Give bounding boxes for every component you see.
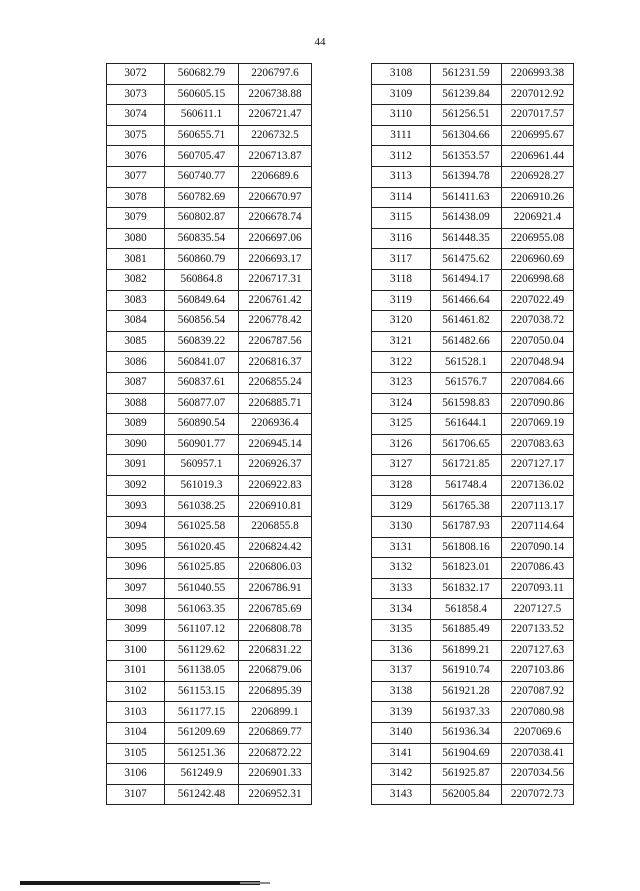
x-coordinate-cell: 560802.87 — [165, 208, 239, 229]
y-coordinate-cell: 2207034.56 — [502, 764, 574, 785]
table-row — [372, 208, 574, 229]
table-row — [372, 269, 574, 290]
point-number-cell: 3119 — [372, 290, 431, 311]
table-row — [372, 537, 574, 558]
point-number-cell: 3107 — [107, 784, 165, 805]
table-row — [372, 290, 574, 311]
point-number-cell: 3138 — [372, 681, 431, 702]
table-row — [372, 784, 574, 805]
table-row — [107, 640, 312, 661]
point-number-cell: 3098 — [107, 599, 165, 620]
point-number-cell: 3112 — [372, 146, 431, 167]
y-coordinate-cell: 2206869.77 — [239, 723, 312, 744]
y-coordinate-cell: 2206955.08 — [502, 228, 574, 249]
y-coordinate-cell: 2207084.66 — [502, 372, 574, 393]
y-coordinate-cell: 2206936.4 — [239, 414, 312, 435]
y-coordinate-cell: 2207069.19 — [502, 414, 574, 435]
table-row — [107, 620, 312, 641]
x-coordinate-cell: 561304.66 — [431, 125, 502, 146]
point-number-cell: 3110 — [372, 105, 431, 126]
x-coordinate-cell: 561937.33 — [431, 702, 502, 723]
y-coordinate-cell: 2206713.87 — [239, 146, 312, 167]
x-coordinate-cell: 560611.1 — [165, 105, 239, 126]
point-number-cell: 3122 — [372, 352, 431, 373]
point-number-cell: 3137 — [372, 661, 431, 682]
x-coordinate-cell: 560682.79 — [165, 64, 239, 85]
x-coordinate-cell: 561353.57 — [431, 146, 502, 167]
x-coordinate-cell: 560705.47 — [165, 146, 239, 167]
x-coordinate-cell: 561249.9 — [165, 764, 239, 785]
point-number-cell: 3135 — [372, 620, 431, 641]
y-coordinate-cell: 2206738.88 — [239, 84, 312, 105]
point-number-cell: 3106 — [107, 764, 165, 785]
table-row — [372, 517, 574, 538]
point-number-cell: 3120 — [372, 311, 431, 332]
x-coordinate-cell: 562005.84 — [431, 784, 502, 805]
y-coordinate-cell: 2206806.03 — [239, 558, 312, 579]
table-row — [107, 64, 312, 85]
x-coordinate-cell: 561209.69 — [165, 723, 239, 744]
x-coordinate-cell: 561040.55 — [165, 578, 239, 599]
table-row — [372, 764, 574, 785]
y-coordinate-cell: 2207050.04 — [502, 331, 574, 352]
point-number-cell: 3084 — [107, 311, 165, 332]
y-coordinate-cell: 2206922.83 — [239, 475, 312, 496]
point-number-cell: 3088 — [107, 393, 165, 414]
y-coordinate-cell: 2207086.43 — [502, 558, 574, 579]
y-coordinate-cell: 2206697.06 — [239, 228, 312, 249]
y-coordinate-cell: 2206761.42 — [239, 290, 312, 311]
y-coordinate-cell: 2206808.78 — [239, 620, 312, 641]
y-coordinate-cell: 2207127.5 — [502, 599, 574, 620]
point-number-cell: 3099 — [107, 620, 165, 641]
y-coordinate-cell: 2206721.47 — [239, 105, 312, 126]
point-number-cell: 3114 — [372, 187, 431, 208]
y-coordinate-cell: 2206678.74 — [239, 208, 312, 229]
table-row — [107, 311, 312, 332]
table-row — [107, 599, 312, 620]
y-coordinate-cell: 2206855.24 — [239, 372, 312, 393]
x-coordinate-cell: 561598.83 — [431, 393, 502, 414]
y-coordinate-cell: 2207103.86 — [502, 661, 574, 682]
x-coordinate-cell: 561528.1 — [431, 352, 502, 373]
point-number-cell: 3118 — [372, 269, 431, 290]
y-coordinate-cell: 2206885.71 — [239, 393, 312, 414]
table-row — [107, 434, 312, 455]
x-coordinate-cell: 561138.05 — [165, 661, 239, 682]
table-row — [107, 352, 312, 373]
point-number-cell: 3105 — [107, 743, 165, 764]
table-row — [372, 681, 574, 702]
y-coordinate-cell: 2207017.57 — [502, 105, 574, 126]
point-number-cell: 3131 — [372, 537, 431, 558]
y-coordinate-cell: 2207114.64 — [502, 517, 574, 538]
x-coordinate-cell: 561885.49 — [431, 620, 502, 641]
bottom-rule-tail — [240, 882, 270, 884]
table-row — [107, 661, 312, 682]
y-coordinate-cell: 2206831.22 — [239, 640, 312, 661]
coordinates-table-left — [106, 63, 312, 805]
x-coordinate-cell: 561019.3 — [165, 475, 239, 496]
table-row — [372, 661, 574, 682]
y-coordinate-cell: 2206787.56 — [239, 331, 312, 352]
table-row — [107, 290, 312, 311]
bottom-rule — [20, 881, 260, 885]
x-coordinate-cell: 560849.64 — [165, 290, 239, 311]
table-row — [372, 125, 574, 146]
x-coordinate-cell: 561020.45 — [165, 537, 239, 558]
table-row — [107, 702, 312, 723]
y-coordinate-cell: 2207136.02 — [502, 475, 574, 496]
point-number-cell: 3123 — [372, 372, 431, 393]
point-number-cell: 3113 — [372, 166, 431, 187]
y-coordinate-cell: 2207038.72 — [502, 311, 574, 332]
point-number-cell: 3074 — [107, 105, 165, 126]
table-row — [107, 166, 312, 187]
y-coordinate-cell: 2207048.94 — [502, 352, 574, 373]
y-coordinate-cell: 2207080.98 — [502, 702, 574, 723]
x-coordinate-cell: 561823.01 — [431, 558, 502, 579]
y-coordinate-cell: 2207090.14 — [502, 537, 574, 558]
table-row — [372, 455, 574, 476]
x-coordinate-cell: 561910.74 — [431, 661, 502, 682]
table-row — [107, 578, 312, 599]
y-coordinate-cell: 2207093.11 — [502, 578, 574, 599]
point-number-cell: 3082 — [107, 269, 165, 290]
x-coordinate-cell: 561921.28 — [431, 681, 502, 702]
x-coordinate-cell: 561063.35 — [165, 599, 239, 620]
x-coordinate-cell: 560837.61 — [165, 372, 239, 393]
table-row — [372, 434, 574, 455]
table-row — [107, 414, 312, 435]
x-coordinate-cell: 560655.71 — [165, 125, 239, 146]
point-number-cell: 3092 — [107, 475, 165, 496]
x-coordinate-cell: 561025.58 — [165, 517, 239, 538]
point-number-cell: 3086 — [107, 352, 165, 373]
point-number-cell: 3072 — [107, 64, 165, 85]
y-coordinate-cell: 2207038.41 — [502, 743, 574, 764]
point-number-cell: 3080 — [107, 228, 165, 249]
x-coordinate-cell: 561721.85 — [431, 455, 502, 476]
point-number-cell: 3127 — [372, 455, 431, 476]
x-coordinate-cell: 561858.4 — [431, 599, 502, 620]
table-row — [372, 599, 574, 620]
x-coordinate-cell: 561936.34 — [431, 723, 502, 744]
x-coordinate-cell: 560740.77 — [165, 166, 239, 187]
y-coordinate-cell: 2206945.14 — [239, 434, 312, 455]
point-number-cell: 3142 — [372, 764, 431, 785]
table-row — [372, 249, 574, 270]
x-coordinate-cell: 561411.63 — [431, 187, 502, 208]
table-row — [107, 105, 312, 126]
table-row — [107, 372, 312, 393]
point-number-cell: 3129 — [372, 496, 431, 517]
x-coordinate-cell: 560605.15 — [165, 84, 239, 105]
table-row — [372, 166, 574, 187]
point-number-cell: 3133 — [372, 578, 431, 599]
table-row — [107, 228, 312, 249]
y-coordinate-cell: 2207133.52 — [502, 620, 574, 641]
table-row — [107, 393, 312, 414]
point-number-cell: 3079 — [107, 208, 165, 229]
x-coordinate-cell: 561242.48 — [165, 784, 239, 805]
point-number-cell: 3117 — [372, 249, 431, 270]
y-coordinate-cell: 2206824.42 — [239, 537, 312, 558]
point-number-cell: 3108 — [372, 64, 431, 85]
x-coordinate-cell: 560890.54 — [165, 414, 239, 435]
x-coordinate-cell: 561765.38 — [431, 496, 502, 517]
x-coordinate-cell: 561787.93 — [431, 517, 502, 538]
table-row — [107, 208, 312, 229]
point-number-cell: 3095 — [107, 537, 165, 558]
table-row — [372, 372, 574, 393]
table-row — [107, 764, 312, 785]
point-number-cell: 3085 — [107, 331, 165, 352]
table-row — [372, 331, 574, 352]
table-row — [372, 146, 574, 167]
y-coordinate-cell: 2206926.37 — [239, 455, 312, 476]
x-coordinate-cell: 560835.54 — [165, 228, 239, 249]
x-coordinate-cell: 561475.62 — [431, 249, 502, 270]
table-row — [107, 269, 312, 290]
point-number-cell: 3090 — [107, 434, 165, 455]
x-coordinate-cell: 561925.87 — [431, 764, 502, 785]
table-row — [372, 558, 574, 579]
table-row — [107, 146, 312, 167]
table-row — [372, 64, 574, 85]
y-coordinate-cell: 2206816.37 — [239, 352, 312, 373]
point-number-cell: 3132 — [372, 558, 431, 579]
point-number-cell: 3101 — [107, 661, 165, 682]
x-coordinate-cell: 561808.16 — [431, 537, 502, 558]
point-number-cell: 3093 — [107, 496, 165, 517]
x-coordinate-cell: 561494.17 — [431, 269, 502, 290]
y-coordinate-cell: 2206910.81 — [239, 496, 312, 517]
point-number-cell: 3103 — [107, 702, 165, 723]
table-row — [107, 537, 312, 558]
point-number-cell: 3078 — [107, 187, 165, 208]
y-coordinate-cell: 2206879.06 — [239, 661, 312, 682]
table-row — [372, 496, 574, 517]
point-number-cell: 3125 — [372, 414, 431, 435]
point-number-cell: 3097 — [107, 578, 165, 599]
y-coordinate-cell: 2206872.22 — [239, 743, 312, 764]
point-number-cell: 3140 — [372, 723, 431, 744]
y-coordinate-cell: 2206952.31 — [239, 784, 312, 805]
x-coordinate-cell: 560856.54 — [165, 311, 239, 332]
y-coordinate-cell: 2206693.17 — [239, 249, 312, 270]
y-coordinate-cell: 2206928.27 — [502, 166, 574, 187]
y-coordinate-cell: 2206995.67 — [502, 125, 574, 146]
x-coordinate-cell: 561231.59 — [431, 64, 502, 85]
y-coordinate-cell: 2206910.26 — [502, 187, 574, 208]
point-number-cell: 3083 — [107, 290, 165, 311]
point-number-cell: 3139 — [372, 702, 431, 723]
x-coordinate-cell: 561466.64 — [431, 290, 502, 311]
table-row — [107, 455, 312, 476]
y-coordinate-cell: 2206921.4 — [502, 208, 574, 229]
y-coordinate-cell: 2207127.17 — [502, 455, 574, 476]
table-row — [372, 311, 574, 332]
table-row — [372, 620, 574, 641]
table-row — [107, 558, 312, 579]
x-coordinate-cell: 560839.22 — [165, 331, 239, 352]
table-row — [372, 352, 574, 373]
point-number-cell: 3096 — [107, 558, 165, 579]
table-row — [107, 475, 312, 496]
point-number-cell: 3130 — [372, 517, 431, 538]
x-coordinate-cell: 561899.21 — [431, 640, 502, 661]
table-row — [107, 84, 312, 105]
x-coordinate-cell: 561256.51 — [431, 105, 502, 126]
y-coordinate-cell: 2207087.92 — [502, 681, 574, 702]
y-coordinate-cell: 2206732.5 — [239, 125, 312, 146]
x-coordinate-cell: 561482.66 — [431, 331, 502, 352]
point-number-cell: 3116 — [372, 228, 431, 249]
y-coordinate-cell: 2207127.63 — [502, 640, 574, 661]
y-coordinate-cell: 2206786.91 — [239, 578, 312, 599]
y-coordinate-cell: 2206895.39 — [239, 681, 312, 702]
x-coordinate-cell: 561832.17 — [431, 578, 502, 599]
table-row — [372, 187, 574, 208]
table-row — [372, 475, 574, 496]
y-coordinate-cell: 2206998.68 — [502, 269, 574, 290]
x-coordinate-cell: 561038.25 — [165, 496, 239, 517]
x-coordinate-cell: 561644.1 — [431, 414, 502, 435]
x-coordinate-cell: 561438.09 — [431, 208, 502, 229]
table-row — [107, 331, 312, 352]
y-coordinate-cell: 2206961.44 — [502, 146, 574, 167]
x-coordinate-cell: 561394.78 — [431, 166, 502, 187]
y-coordinate-cell: 2207012.92 — [502, 84, 574, 105]
x-coordinate-cell: 560860.79 — [165, 249, 239, 270]
x-coordinate-cell: 561461.82 — [431, 311, 502, 332]
table-row — [107, 517, 312, 538]
point-number-cell: 3111 — [372, 125, 431, 146]
point-number-cell: 3128 — [372, 475, 431, 496]
y-coordinate-cell: 2206901.33 — [239, 764, 312, 785]
table-row — [107, 784, 312, 805]
y-coordinate-cell: 2206855.8 — [239, 517, 312, 538]
y-coordinate-cell: 2206717.31 — [239, 269, 312, 290]
x-coordinate-cell: 561576.7 — [431, 372, 502, 393]
y-coordinate-cell: 2206960.69 — [502, 249, 574, 270]
y-coordinate-cell: 2206689.6 — [239, 166, 312, 187]
x-coordinate-cell: 561025.85 — [165, 558, 239, 579]
table-row — [372, 393, 574, 414]
y-coordinate-cell: 2207072.73 — [502, 784, 574, 805]
x-coordinate-cell: 561251.36 — [165, 743, 239, 764]
point-number-cell: 3109 — [372, 84, 431, 105]
point-number-cell: 3075 — [107, 125, 165, 146]
y-coordinate-cell: 2207113.17 — [502, 496, 574, 517]
table-row — [372, 228, 574, 249]
x-coordinate-cell: 561153.15 — [165, 681, 239, 702]
table-row — [107, 249, 312, 270]
point-number-cell: 3134 — [372, 599, 431, 620]
table-row — [107, 125, 312, 146]
x-coordinate-cell: 561448.35 — [431, 228, 502, 249]
y-coordinate-cell: 2207083.63 — [502, 434, 574, 455]
x-coordinate-cell: 560841.07 — [165, 352, 239, 373]
y-coordinate-cell: 2206670.97 — [239, 187, 312, 208]
page-number: 44 — [314, 36, 326, 48]
point-number-cell: 3089 — [107, 414, 165, 435]
point-number-cell: 3073 — [107, 84, 165, 105]
table-row — [107, 723, 312, 744]
x-coordinate-cell: 561239.84 — [431, 84, 502, 105]
table-row — [372, 84, 574, 105]
point-number-cell: 3087 — [107, 372, 165, 393]
coordinates-table-right — [371, 63, 574, 805]
point-number-cell: 3104 — [107, 723, 165, 744]
table-row — [372, 640, 574, 661]
x-coordinate-cell: 561904.69 — [431, 743, 502, 764]
y-coordinate-cell: 2206993.38 — [502, 64, 574, 85]
y-coordinate-cell: 2206899.1 — [239, 702, 312, 723]
point-number-cell: 3143 — [372, 784, 431, 805]
table-row — [372, 743, 574, 764]
x-coordinate-cell: 560877.07 — [165, 393, 239, 414]
point-number-cell: 3136 — [372, 640, 431, 661]
table-row — [372, 702, 574, 723]
y-coordinate-cell: 2206778.42 — [239, 311, 312, 332]
point-number-cell: 3126 — [372, 434, 431, 455]
x-coordinate-cell: 561107.12 — [165, 620, 239, 641]
x-coordinate-cell: 561177.15 — [165, 702, 239, 723]
x-coordinate-cell: 560864.8 — [165, 269, 239, 290]
table-row — [372, 723, 574, 744]
table-row — [107, 681, 312, 702]
x-coordinate-cell: 561748.4 — [431, 475, 502, 496]
point-number-cell: 3091 — [107, 455, 165, 476]
x-coordinate-cell: 560782.69 — [165, 187, 239, 208]
point-number-cell: 3124 — [372, 393, 431, 414]
table-row — [372, 578, 574, 599]
point-number-cell: 3076 — [107, 146, 165, 167]
table-row — [107, 187, 312, 208]
x-coordinate-cell: 560901.77 — [165, 434, 239, 455]
x-coordinate-cell: 561706.65 — [431, 434, 502, 455]
table-row — [372, 105, 574, 126]
table-row — [107, 743, 312, 764]
point-number-cell: 3100 — [107, 640, 165, 661]
point-number-cell: 3102 — [107, 681, 165, 702]
y-coordinate-cell: 2207069.6 — [502, 723, 574, 744]
y-coordinate-cell: 2207022.49 — [502, 290, 574, 311]
point-number-cell: 3115 — [372, 208, 431, 229]
point-number-cell: 3094 — [107, 517, 165, 538]
point-number-cell: 3141 — [372, 743, 431, 764]
table-row — [107, 496, 312, 517]
point-number-cell: 3081 — [107, 249, 165, 270]
y-coordinate-cell: 2206797.6 — [239, 64, 312, 85]
point-number-cell: 3077 — [107, 166, 165, 187]
point-number-cell: 3121 — [372, 331, 431, 352]
y-coordinate-cell: 2206785.69 — [239, 599, 312, 620]
y-coordinate-cell: 2207090.86 — [502, 393, 574, 414]
table-row — [372, 414, 574, 435]
x-coordinate-cell: 561129.62 — [165, 640, 239, 661]
x-coordinate-cell: 560957.1 — [165, 455, 239, 476]
